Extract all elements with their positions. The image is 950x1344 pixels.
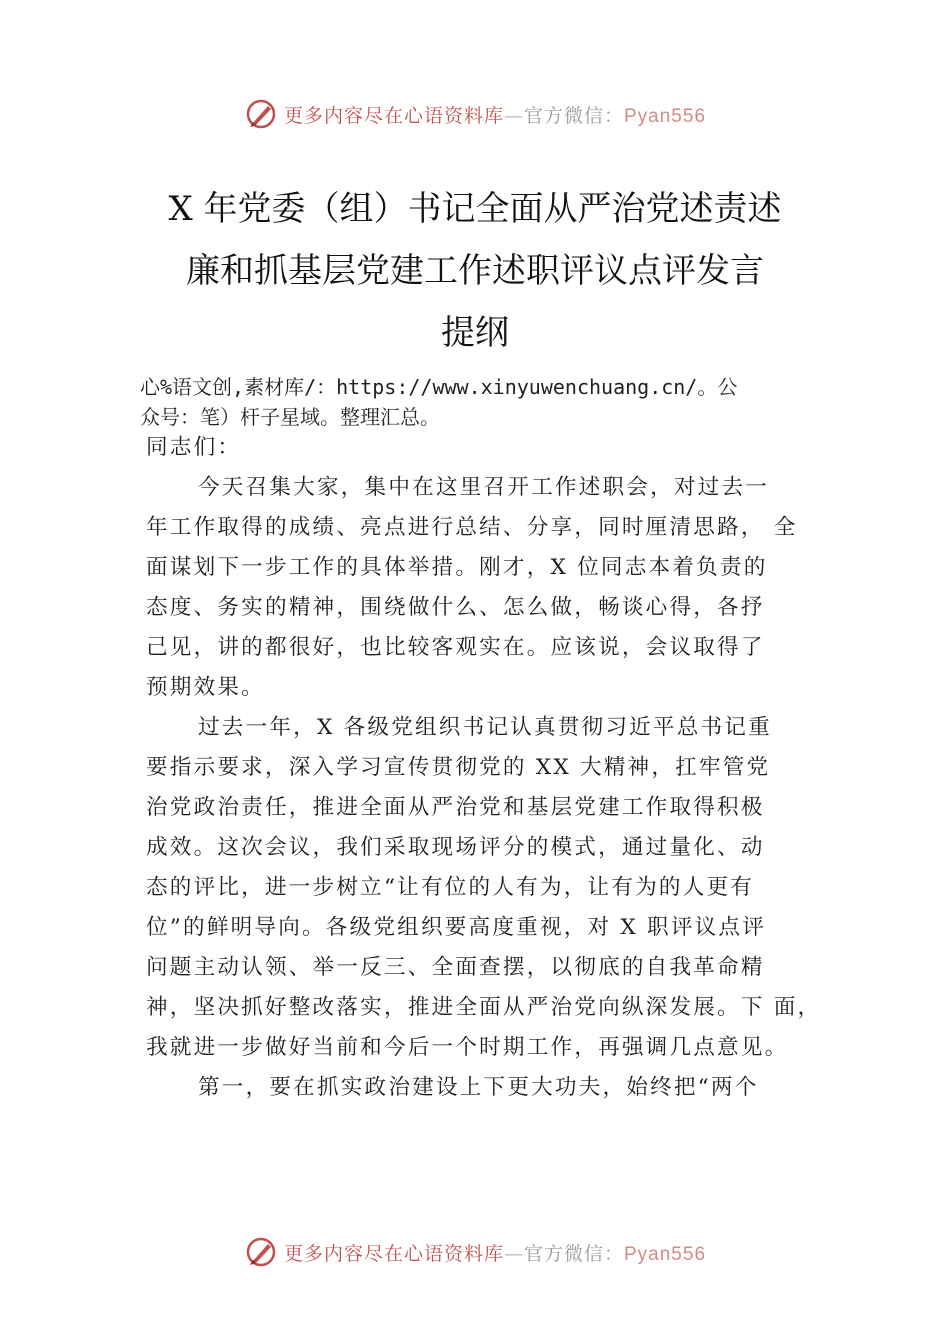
banner-main-text: 更多内容尽在心语资料库 — [283, 1242, 504, 1265]
body-line: 态度、务实的精神，围绕做什么、怎么做，畅谈心得，各抒 — [146, 595, 765, 620]
title-line: 提纲 — [441, 313, 509, 353]
body-line: 第一，要在抓实政治建设上下更大功夫，始终把“两个 — [198, 1075, 759, 1100]
banner-main-text: 更多内容尽在心语资料库 — [283, 104, 504, 127]
body-line: 问题主动认领、举一反三、全面查摆，以彻底的自我革命精 — [146, 955, 765, 980]
banner-wechat-id: Pyan556 — [624, 1243, 707, 1265]
source-line: 心%语文创,素材库/：https://www.xinyuwenchuang.cn/。公 — [140, 375, 738, 399]
footer-banner — [0, 1232, 950, 1272]
document-title — [100, 178, 850, 364]
banner-wechat-label: 官方微信： — [523, 1242, 624, 1265]
banner-text — [284, 101, 706, 128]
banner-wechat-label: 官方微信： — [523, 104, 624, 127]
header-banner — [0, 94, 950, 134]
body-line: 己见，讲的都很好，也比较客观实在。应该说，会议取得了 — [146, 635, 765, 660]
body-line: 我就进一步做好当前和今后一个时期工作，再强调几点意见。 — [146, 1035, 789, 1060]
body-line: 预期效果。 — [146, 675, 265, 700]
banner-text — [284, 1239, 706, 1266]
source-note — [140, 372, 830, 432]
title-line: X 年党委（组）书记全面从严治党述责述 — [168, 189, 782, 229]
pen-logo-icon — [244, 1235, 278, 1269]
pen-logo-icon — [244, 97, 278, 131]
body-line: 位”的鲜明导向。各级党组织要高度重视，对 X 职评议点评 — [146, 915, 766, 940]
body-line: 过去一年，X 各级党组织书记认真贯彻习近平总书记重 — [198, 715, 772, 740]
body-line: 神，坚决抓好整改落实，推进全面从严治党向纵深发展。下 面， — [146, 995, 822, 1020]
banner-wechat-id: Pyan556 — [624, 105, 707, 127]
body-line: 要指示要求，深入学习宣传贯彻党的 XX 大精神，扛牢管党 — [146, 755, 771, 780]
greeting: 同志们： — [146, 435, 242, 460]
body-line: 今天召集大家，集中在这里召开工作述职会，对过去一 — [198, 475, 770, 500]
body-line: 年工作取得的成绩、亮点进行总结、分享，同时厘清思路， 全 — [146, 515, 798, 540]
body-line: 态的评比，进一步树立“让有位的人有为，让有为的人更有 — [146, 875, 755, 900]
banner-separator: — — [503, 1242, 524, 1265]
body-line: 成效。这次会议，我们采取现场评分的模式，通过量化、动 — [146, 835, 765, 860]
source-line: 众号：笔）杆子星域。整理汇总。 — [140, 405, 440, 429]
title-line: 廉和抓基层党建工作述职评议点评发言 — [186, 251, 764, 291]
body-line: 面谋划下一步工作的具体举措。刚才，X 位同志本着负责的 — [146, 555, 768, 580]
body-line: 治党政治责任，推进全面从严治党和基层党建工作取得积极 — [146, 795, 765, 820]
banner-separator: — — [503, 104, 524, 127]
document-body — [146, 432, 822, 1108]
